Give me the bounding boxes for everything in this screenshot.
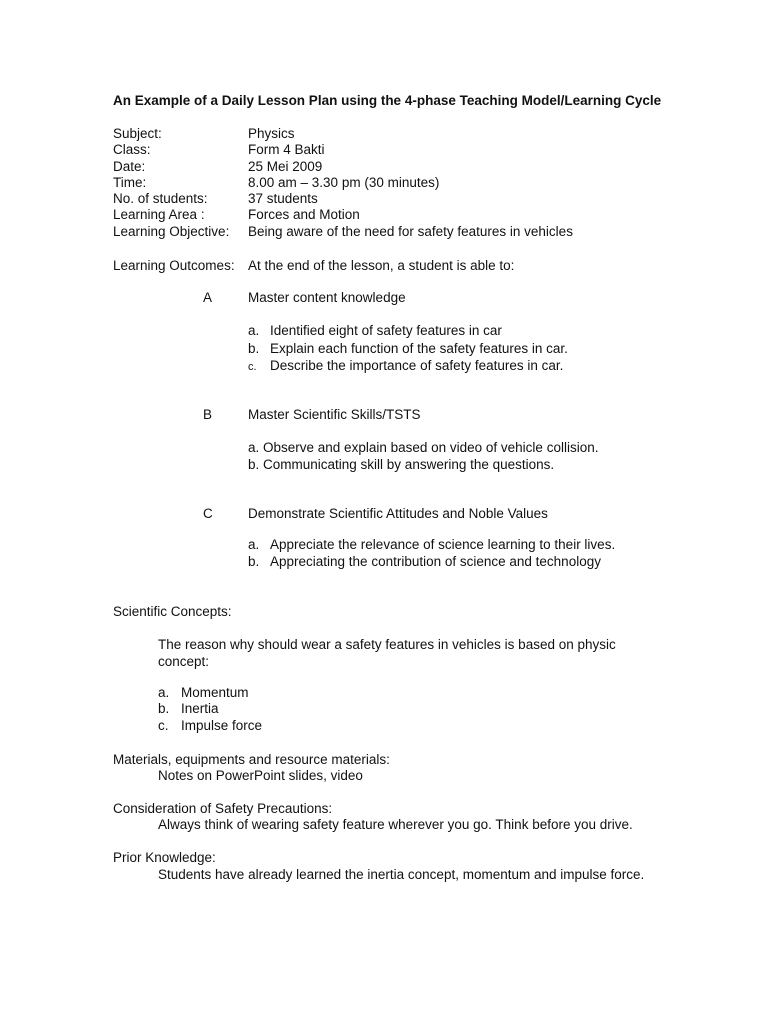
outcome-group-heading: Master Scientific Skills/TSTS	[248, 407, 421, 422]
scientific-concepts-label: Scientific Concepts:	[113, 604, 232, 619]
info-row-learning-area	[113, 207, 573, 223]
info-value: Forces and Motion	[248, 207, 360, 223]
info-value: 37 students	[248, 191, 318, 207]
scientific-concepts-text: concept:	[158, 654, 210, 669]
list-item-text: b. Communicating skill by answering the questions.	[248, 457, 555, 472]
materials-text: Notes on PowerPoint slides, video	[158, 768, 363, 783]
outcome-group-c-list	[248, 537, 615, 570]
info-label: Date:	[113, 158, 146, 174]
info-label: Learning Objective:	[113, 223, 230, 239]
info-value: Form 4 Bakti	[248, 142, 325, 158]
list-item	[158, 685, 262, 701]
list-item-text: Appreciate the relevance of science learning to their lives.	[270, 537, 616, 552]
list-item	[248, 537, 615, 554]
outcome-group-heading: Demonstrate Scientific Attitudes and Noble Values	[248, 506, 548, 521]
list-item	[158, 701, 262, 717]
list-marker: b.	[248, 340, 260, 356]
safety-precautions-text: Always think of wearing safety feature wherever you go. Think before you drive.	[158, 817, 633, 832]
list-item-text: Momentum	[181, 685, 249, 700]
outcome-group-heading: Master content knowledge	[248, 290, 406, 305]
prior-knowledge-label: Prior Knowledge:	[113, 850, 216, 865]
list-item-text: Identified eight of safety features in car	[270, 323, 502, 338]
list-marker: c.	[158, 717, 169, 733]
info-label: Class:	[113, 142, 151, 158]
outcome-group-letter: A	[203, 290, 213, 305]
info-row-time	[113, 175, 573, 191]
list-item-text: Impulse force	[181, 717, 263, 733]
materials-label: Materials, equipments and resource materials:	[113, 752, 390, 767]
info-row-class	[113, 142, 573, 158]
outcome-group-a-list	[248, 322, 568, 375]
info-row-learning-objective	[113, 224, 573, 240]
info-value: Being aware of the need for safety features in vehicles	[248, 223, 573, 239]
list-item-text: Appreciating the contribution of science and technology	[270, 553, 601, 569]
info-value: Physics	[248, 126, 295, 141]
info-label: No. of students:	[113, 191, 208, 207]
learning-outcomes-intro: At the end of the lesson, a student is able to:	[248, 258, 515, 273]
prior-knowledge-text: Students have already learned the inertia concept, momentum and impulse force.	[158, 867, 645, 882]
info-value: 25 Mei 2009	[248, 158, 323, 174]
learning-outcomes-label: Learning Outcomes:	[113, 258, 235, 273]
info-row-subject	[113, 126, 573, 142]
scientific-concepts-text: The reason why should wear a safety features in vehicles is based on physic	[158, 637, 616, 652]
info-row-date	[113, 159, 573, 175]
list-marker: b.	[248, 553, 260, 569]
list-marker: a.	[158, 685, 170, 700]
list-item	[248, 322, 568, 340]
safety-precautions-label: Consideration of Safety Precautions:	[113, 801, 333, 816]
lesson-info-table	[113, 126, 573, 240]
info-label: Time:	[113, 174, 147, 190]
list-item	[248, 554, 615, 571]
concepts-list	[158, 685, 262, 734]
list-marker: b.	[158, 701, 170, 717]
info-label: Learning Area :	[113, 207, 205, 223]
list-item	[158, 718, 262, 734]
outcome-group-letter: C	[203, 506, 213, 521]
list-item-text: Describe the importance of safety features in car.	[270, 358, 564, 373]
list-item-text: Inertia	[181, 701, 219, 717]
info-value: 8.00 am – 3.30 pm (30 minutes)	[248, 174, 440, 190]
page-title: An Example of a Daily Lesson Plan using the 4-phase Teaching Model/Learning Cycle	[113, 93, 662, 108]
list-item-text: Explain each function of the safety features in car.	[270, 340, 568, 356]
info-row-students	[113, 191, 573, 207]
list-marker: a.	[248, 323, 260, 338]
list-item	[248, 357, 568, 375]
list-marker: a.	[248, 537, 260, 552]
outcome-group-letter: B	[203, 407, 213, 422]
info-label: Subject:	[113, 126, 162, 141]
list-item	[248, 340, 568, 358]
list-item-text: a. Observe and explain based on video of vehicle collision.	[248, 440, 599, 455]
list-marker: c.	[248, 361, 257, 373]
